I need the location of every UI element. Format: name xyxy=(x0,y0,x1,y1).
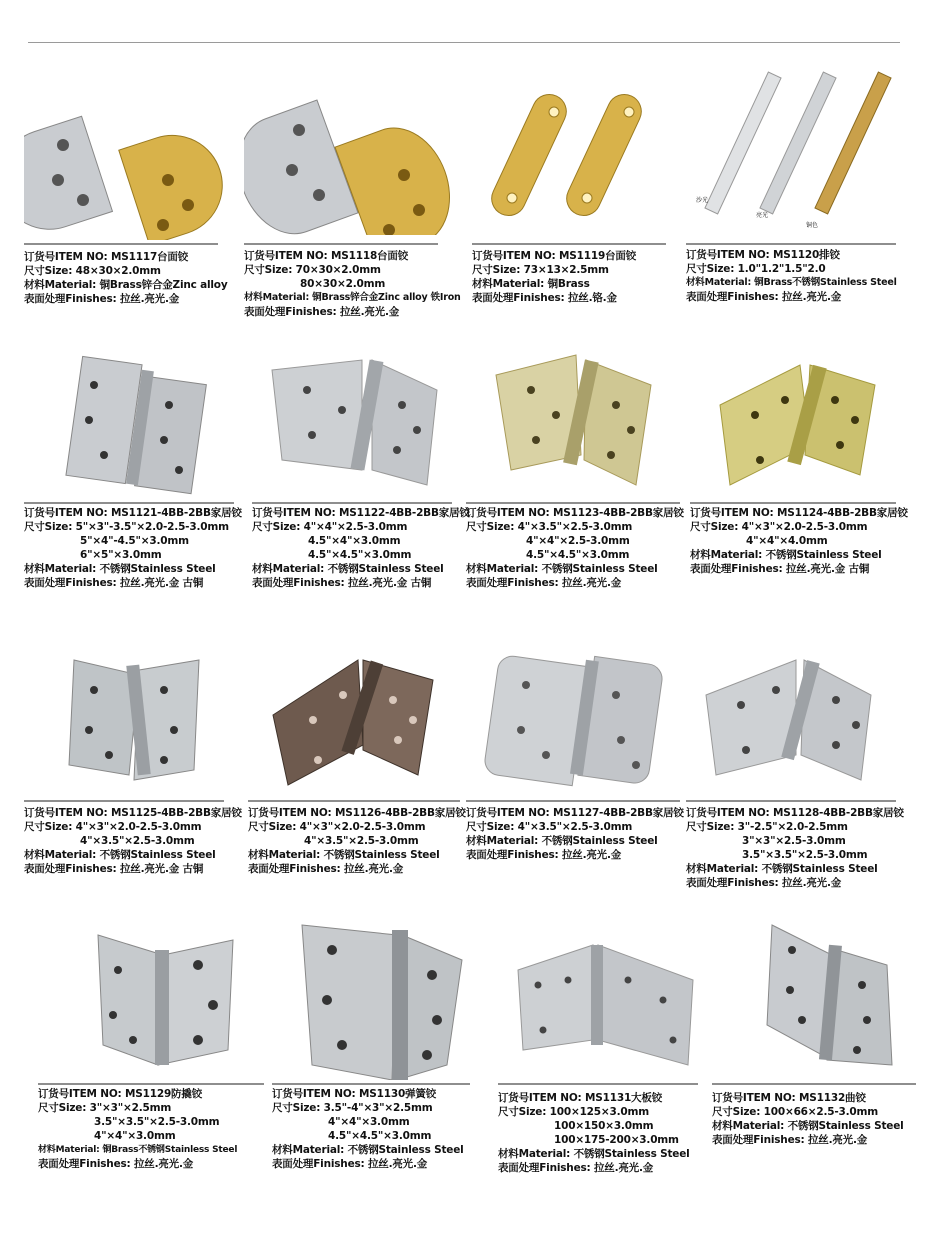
finish: 表面处理Finishes: 拉丝.亮光.金 xyxy=(498,1162,654,1174)
size-line: 尺寸Size: 100×66×2.5-3.0mm xyxy=(712,1106,879,1118)
finish: 表面处理Finishes: 拉丝.亮光.金 xyxy=(24,293,180,305)
product-ms1118 xyxy=(244,60,476,330)
size-line: 100×150×3.0mm xyxy=(554,1120,654,1132)
butt-hinge-illustration xyxy=(690,345,922,505)
finish: 表面处理Finishes: 拉丝.铬.金 xyxy=(472,292,617,304)
product-image xyxy=(712,915,944,1075)
material: 材料Material: 不锈钢Stainless Steel xyxy=(252,563,444,575)
piano-hinge-illustration xyxy=(686,68,918,228)
product-ms1121 xyxy=(24,340,256,610)
butt-hinge-illustration xyxy=(252,350,484,500)
finish-tag: 铜色 xyxy=(806,222,819,229)
item-number: 订货号ITEM NO: MS1119台面铰 xyxy=(472,250,636,262)
finish: 表面处理Finishes: 拉丝.亮光.金 xyxy=(244,306,400,318)
size-line: 尺寸Size: 4"×3"×2.0-2.5-3.0mm xyxy=(690,521,868,533)
butt-hinge-illustration xyxy=(24,645,256,795)
offset-hinge-illustration xyxy=(712,915,944,1075)
material: 材料Material: 铜Brass锌合金Zinc alloy xyxy=(24,279,228,291)
product-ms1130 xyxy=(272,915,504,1185)
item-number: 订货号ITEM NO: MS1126-4BB-2BB家居铰 xyxy=(248,807,466,819)
material: 材料Material: 铜Brass xyxy=(472,278,590,290)
butt-hinge-illustration xyxy=(466,345,698,505)
product-image xyxy=(24,350,256,500)
size-line: 4"×3.5"×2.5-3.0mm xyxy=(80,835,195,847)
finish: 表面处理Finishes: 拉丝.亮光.金 古铜 xyxy=(690,563,870,575)
finish: 表面处理Finishes: 拉丝.亮光.金 xyxy=(38,1158,194,1170)
item-number: 订货号ITEM NO: MS1125-4BB-2BB家居铰 xyxy=(24,807,242,819)
size-line: 4"×4"×4.0mm xyxy=(746,535,828,547)
material: 材料Material: 不锈钢Stainless Steel xyxy=(272,1144,464,1156)
size-line: 4.5"×4.5"×3.0mm xyxy=(328,1130,432,1142)
finish: 表面处理Finishes: 拉丝.亮光.金 古铜 xyxy=(252,577,432,589)
product-ms1132 xyxy=(712,915,944,1185)
top-divider xyxy=(28,42,900,43)
product-image xyxy=(498,940,730,1080)
size-line: 4"×3.5"×2.5-3.0mm xyxy=(304,835,419,847)
item-number: 订货号ITEM NO: MS1131大板铰 xyxy=(498,1092,662,1104)
material: 材料Material: 不锈钢Stainless Steel xyxy=(498,1148,690,1160)
size-line: 尺寸Size: 100×125×3.0mm xyxy=(498,1106,649,1118)
size-line: 6"×5"×3.0mm xyxy=(80,549,162,561)
material: 材料Material: 不锈钢Stainless Steel xyxy=(686,863,878,875)
material: 材料Material: 不锈钢Stainless Steel xyxy=(24,849,216,861)
item-number: 订货号ITEM NO: MS1128-4BB-2BB家居铰 xyxy=(686,807,904,819)
finish: 表面处理Finishes: 拉丝.亮光.金 xyxy=(272,1158,428,1170)
butt-hinge-illustration xyxy=(466,645,698,795)
finish-tag: 亮光 xyxy=(756,212,769,219)
security-hinge-illustration xyxy=(38,920,270,1080)
item-number: 订货号ITEM NO: MS1123-4BB-2BB家居铰 xyxy=(466,507,684,519)
material: 材料Material: 不锈钢Stainless Steel xyxy=(712,1120,904,1132)
product-image xyxy=(244,75,476,235)
product-ms1122 xyxy=(252,340,484,610)
size-line: 4"×4"×2.5-3.0mm xyxy=(526,535,630,547)
product-image xyxy=(466,345,698,505)
finish: 表面处理Finishes: 拉丝.亮光.金 xyxy=(686,877,842,889)
finish: 表面处理Finishes: 拉丝.亮光.金 xyxy=(466,849,622,861)
material: 材料Material: 铜Brass不锈钢Stainless Steel xyxy=(686,277,897,288)
spring-hinge-illustration xyxy=(272,915,504,1080)
item-number: 订货号ITEM NO: MS1117台面铰 xyxy=(24,251,188,263)
product-image xyxy=(248,645,480,795)
flag-hinge-illustration xyxy=(498,940,730,1080)
size-line: 尺寸Size: 1.0"1.2"1.5"2.0 xyxy=(686,263,826,275)
material: 材料Material: 不锈钢Stainless Steel xyxy=(248,849,440,861)
finish: 表面处理Finishes: 拉丝.亮光.金 xyxy=(686,291,842,303)
finish: 表面处理Finishes: 拉丝.亮光.金 xyxy=(248,863,404,875)
product-image xyxy=(686,68,918,228)
butt-hinge-illustration xyxy=(24,350,256,500)
product-ms1126 xyxy=(248,640,480,900)
size-line: 尺寸Size: 4"×3"×2.0-2.5-3.0mm xyxy=(248,821,426,833)
product-image xyxy=(272,915,504,1080)
size-line: 尺寸Size: 4"×3"×2.0-2.5-3.0mm xyxy=(24,821,202,833)
finish: 表面处理Finishes: 拉丝.亮光.金 xyxy=(466,577,622,589)
size-line: 3.5"×3.5"×2.5-3.0mm xyxy=(742,849,868,861)
product-image xyxy=(252,350,484,500)
item-number: 订货号ITEM NO: MS1120排铰 xyxy=(686,249,840,261)
size-line: 4.5"×4.5"×3.0mm xyxy=(308,549,412,561)
product-image xyxy=(472,70,704,240)
size-line: 4"×4"×3.0mm xyxy=(94,1130,176,1142)
size-line: 4"×4"×3.0mm xyxy=(328,1116,410,1128)
product-image xyxy=(686,645,918,795)
item-number: 订货号ITEM NO: MS1127-4BB-2BB家居铰 xyxy=(466,807,684,819)
item-number: 订货号ITEM NO: MS1118台面铰 xyxy=(244,250,408,262)
product-ms1120 xyxy=(686,60,918,330)
butt-hinge-illustration xyxy=(686,645,918,795)
size-line: 5"×4"-4.5"×3.0mm xyxy=(80,535,189,547)
product-image xyxy=(24,80,256,240)
flap-hinge-illustration xyxy=(244,75,476,235)
size-line: 尺寸Size: 4"×3.5"×2.5-3.0mm xyxy=(466,821,633,833)
product-ms1124 xyxy=(690,340,922,610)
product-image xyxy=(38,920,270,1080)
size-line: 尺寸Size: 73×13×2.5mm xyxy=(472,264,609,276)
product-image xyxy=(466,645,698,795)
size-line: 尺寸Size: 4"×4"×2.5-3.0mm xyxy=(252,521,408,533)
material: 材料Material: 铜Brass不锈钢Stainless Steel xyxy=(38,1145,238,1155)
size-line: 尺寸Size: 3"×3"×2.5mm xyxy=(38,1102,172,1114)
size-line: 3"×3"×2.5-3.0mm xyxy=(742,835,846,847)
size-line: 尺寸Size: 48×30×2.0mm xyxy=(24,265,161,277)
size-line: 80×30×2.0mm xyxy=(300,278,386,290)
product-ms1131 xyxy=(498,915,730,1185)
material: 材料Material: 不锈钢Stainless Steel xyxy=(466,563,658,575)
product-ms1129 xyxy=(38,915,270,1185)
finish: 表面处理Finishes: 拉丝.亮光.金 古铜 xyxy=(24,863,204,875)
product-ms1117 xyxy=(24,60,256,330)
product-ms1127 xyxy=(466,640,698,900)
size-line: 3.5"×3.5"×2.5-3.0mm xyxy=(94,1116,220,1128)
product-image xyxy=(690,345,922,505)
flap-hinge-illustration xyxy=(24,80,256,240)
size-line: 100×175-200×3.0mm xyxy=(554,1134,679,1146)
material: 材料Material: 不锈钢Stainless Steel xyxy=(466,835,658,847)
item-number: 订货号ITEM NO: MS1132曲铰 xyxy=(712,1092,866,1104)
size-line: 尺寸Size: 3.5"-4"×3"×2.5mm xyxy=(272,1102,433,1114)
material: 材料Material: 不锈钢Stainless Steel xyxy=(24,563,216,575)
size-line: 4.5"×4.5"×3.0mm xyxy=(526,549,630,561)
item-number: 订货号ITEM NO: MS1124-4BB-2BB家居铰 xyxy=(690,507,908,519)
material: 材料Material: 不锈钢Stainless Steel xyxy=(690,549,882,561)
material: 材料Material: 铜Brass锌合金Zinc alloy 铁Iron xyxy=(244,292,461,303)
size-line: 尺寸Size: 70×30×2.0mm xyxy=(244,264,381,276)
size-line: 尺寸Size: 5"×3"-3.5"×2.0-2.5-3.0mm xyxy=(24,521,229,533)
brass-hinge-illustration xyxy=(472,70,704,240)
size-line: 4.5"×4"×3.0mm xyxy=(308,535,401,547)
size-line: 尺寸Size: 4"×3.5"×2.5-3.0mm xyxy=(466,521,633,533)
product-ms1119 xyxy=(472,60,704,330)
product-ms1128 xyxy=(686,640,918,900)
product-ms1123 xyxy=(466,340,698,610)
finish: 表面处理Finishes: 拉丝.亮光.金 古铜 xyxy=(24,577,204,589)
item-number: 订货号ITEM NO: MS1121-4BB-2BB家居铰 xyxy=(24,507,242,519)
item-number: 订货号ITEM NO: MS1122-4BB-2BB家居铰 xyxy=(252,507,470,519)
item-number: 订货号ITEM NO: MS1130弹簧铰 xyxy=(272,1088,436,1100)
product-image xyxy=(24,645,256,795)
finish-tag: 沙光 xyxy=(696,197,709,204)
item-number: 订货号ITEM NO: MS1129防撬铰 xyxy=(38,1088,202,1100)
product-ms1125 xyxy=(24,640,256,900)
size-line: 尺寸Size: 3"-2.5"×2.0-2.5mm xyxy=(686,821,848,833)
butt-hinge-illustration xyxy=(248,645,480,795)
finish: 表面处理Finishes: 拉丝.亮光.金 xyxy=(712,1134,868,1146)
